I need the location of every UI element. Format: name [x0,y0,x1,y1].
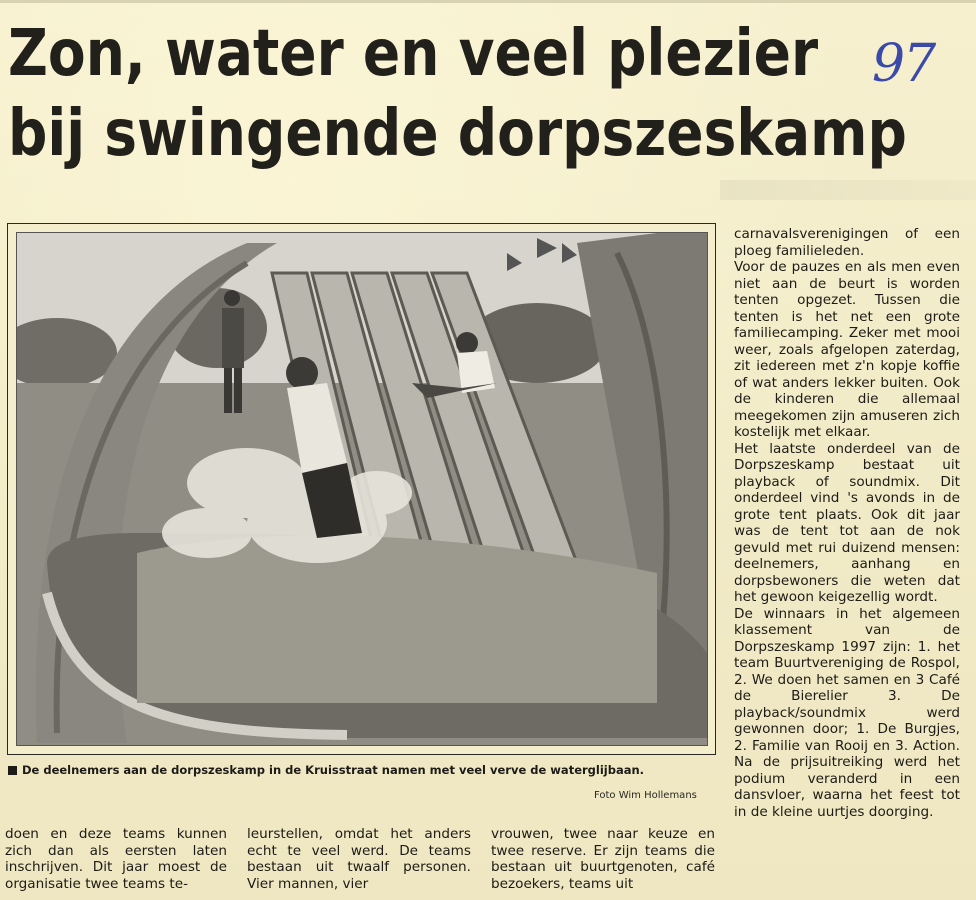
photo-frame [7,223,716,755]
photo-caption-text: De deelnemers aan de dorpszeskamp in de Kruisstraat namen met veel verve de waterglijbaan. [22,763,645,777]
article-bottom-column-3 [491,826,715,892]
top-edge [0,0,976,3]
bottom-column-3-text: vrouwen, twee naar keuze en twee reserve. Er zijn teams die bestaan uit buurtgenoten, café bezoekers, teams uit [491,826,715,892]
article-bottom-column-1 [5,826,227,892]
photo-credit: Foto Wim Hollemans [594,790,697,801]
article-bottom-column-2 [247,826,471,892]
handwritten-page-number: 97 [872,34,935,94]
headline-line-2: bij swingende dorpszeskamp [8,97,907,171]
headline-line-1: Zon, water en veel plezier [8,17,819,91]
bottom-column-1-text: doen en deze teams kunnen zich dan als eersten laten inschrijven. Dit jaar moest de organisatie twee teams te- [5,826,227,892]
right-column-paragraph: De winnaars in het algemeen klassement van de Dorpszeskamp 1997 zijn: 1. het team Buurtvereniging de Rospol, 2. We doen het samen en 3 Café de Bierelier 3. De playback/soundmix werd gewonnen door; 1. De Burgjes, 2. Familie van Rooij en 3. Action. Na de prijsuitreiking werd het podium veranderd in een dansvloer, waarna het feest tot in de kleine uurtjes doorging. [734,605,960,820]
bottom-column-2-text: leurstellen, omdat het anders echt te veel werd. De teams bestaan uit twaalf personen. Vier mannen, vier [247,826,471,892]
right-column-paragraph: carnavalsverenigingen of een ploeg familieleden. [734,226,960,259]
print-bleed-through [720,180,976,200]
right-column-paragraph: Voor de pauzes en als men even niet aan de beurt is worden tenten opgezet. Tussen die tenten is het net een grote familiecamping. Zeker met mooi weer, zoals afgelopen zaterdag, zit iedereen met z'n kopje koffie of wat anders lekker buiten. Ook de kinderen die allemaal meegekomen zijn amuseren zich kostelijk met elkaar. [734,259,960,440]
article-right-column [734,226,960,820]
photo-caption [8,763,644,777]
headline [8,14,907,174]
right-column-paragraph: Het laatste onderdeel van de Dorpszeskamp bestaat uit playback of soundmix. Dit onderdeel vind 's avonds in de grote tent plaats. Ook dit jaar was de tent tot aan de nok gevuld met rui duizend mensen: deelnemers, aanhang en dorpsbewoners die weten dat het gewoon keigezellig wordt. [734,440,960,605]
caption-bullet-square [8,766,17,775]
photo-illustration [17,233,707,745]
waterslide-photo [16,232,708,746]
